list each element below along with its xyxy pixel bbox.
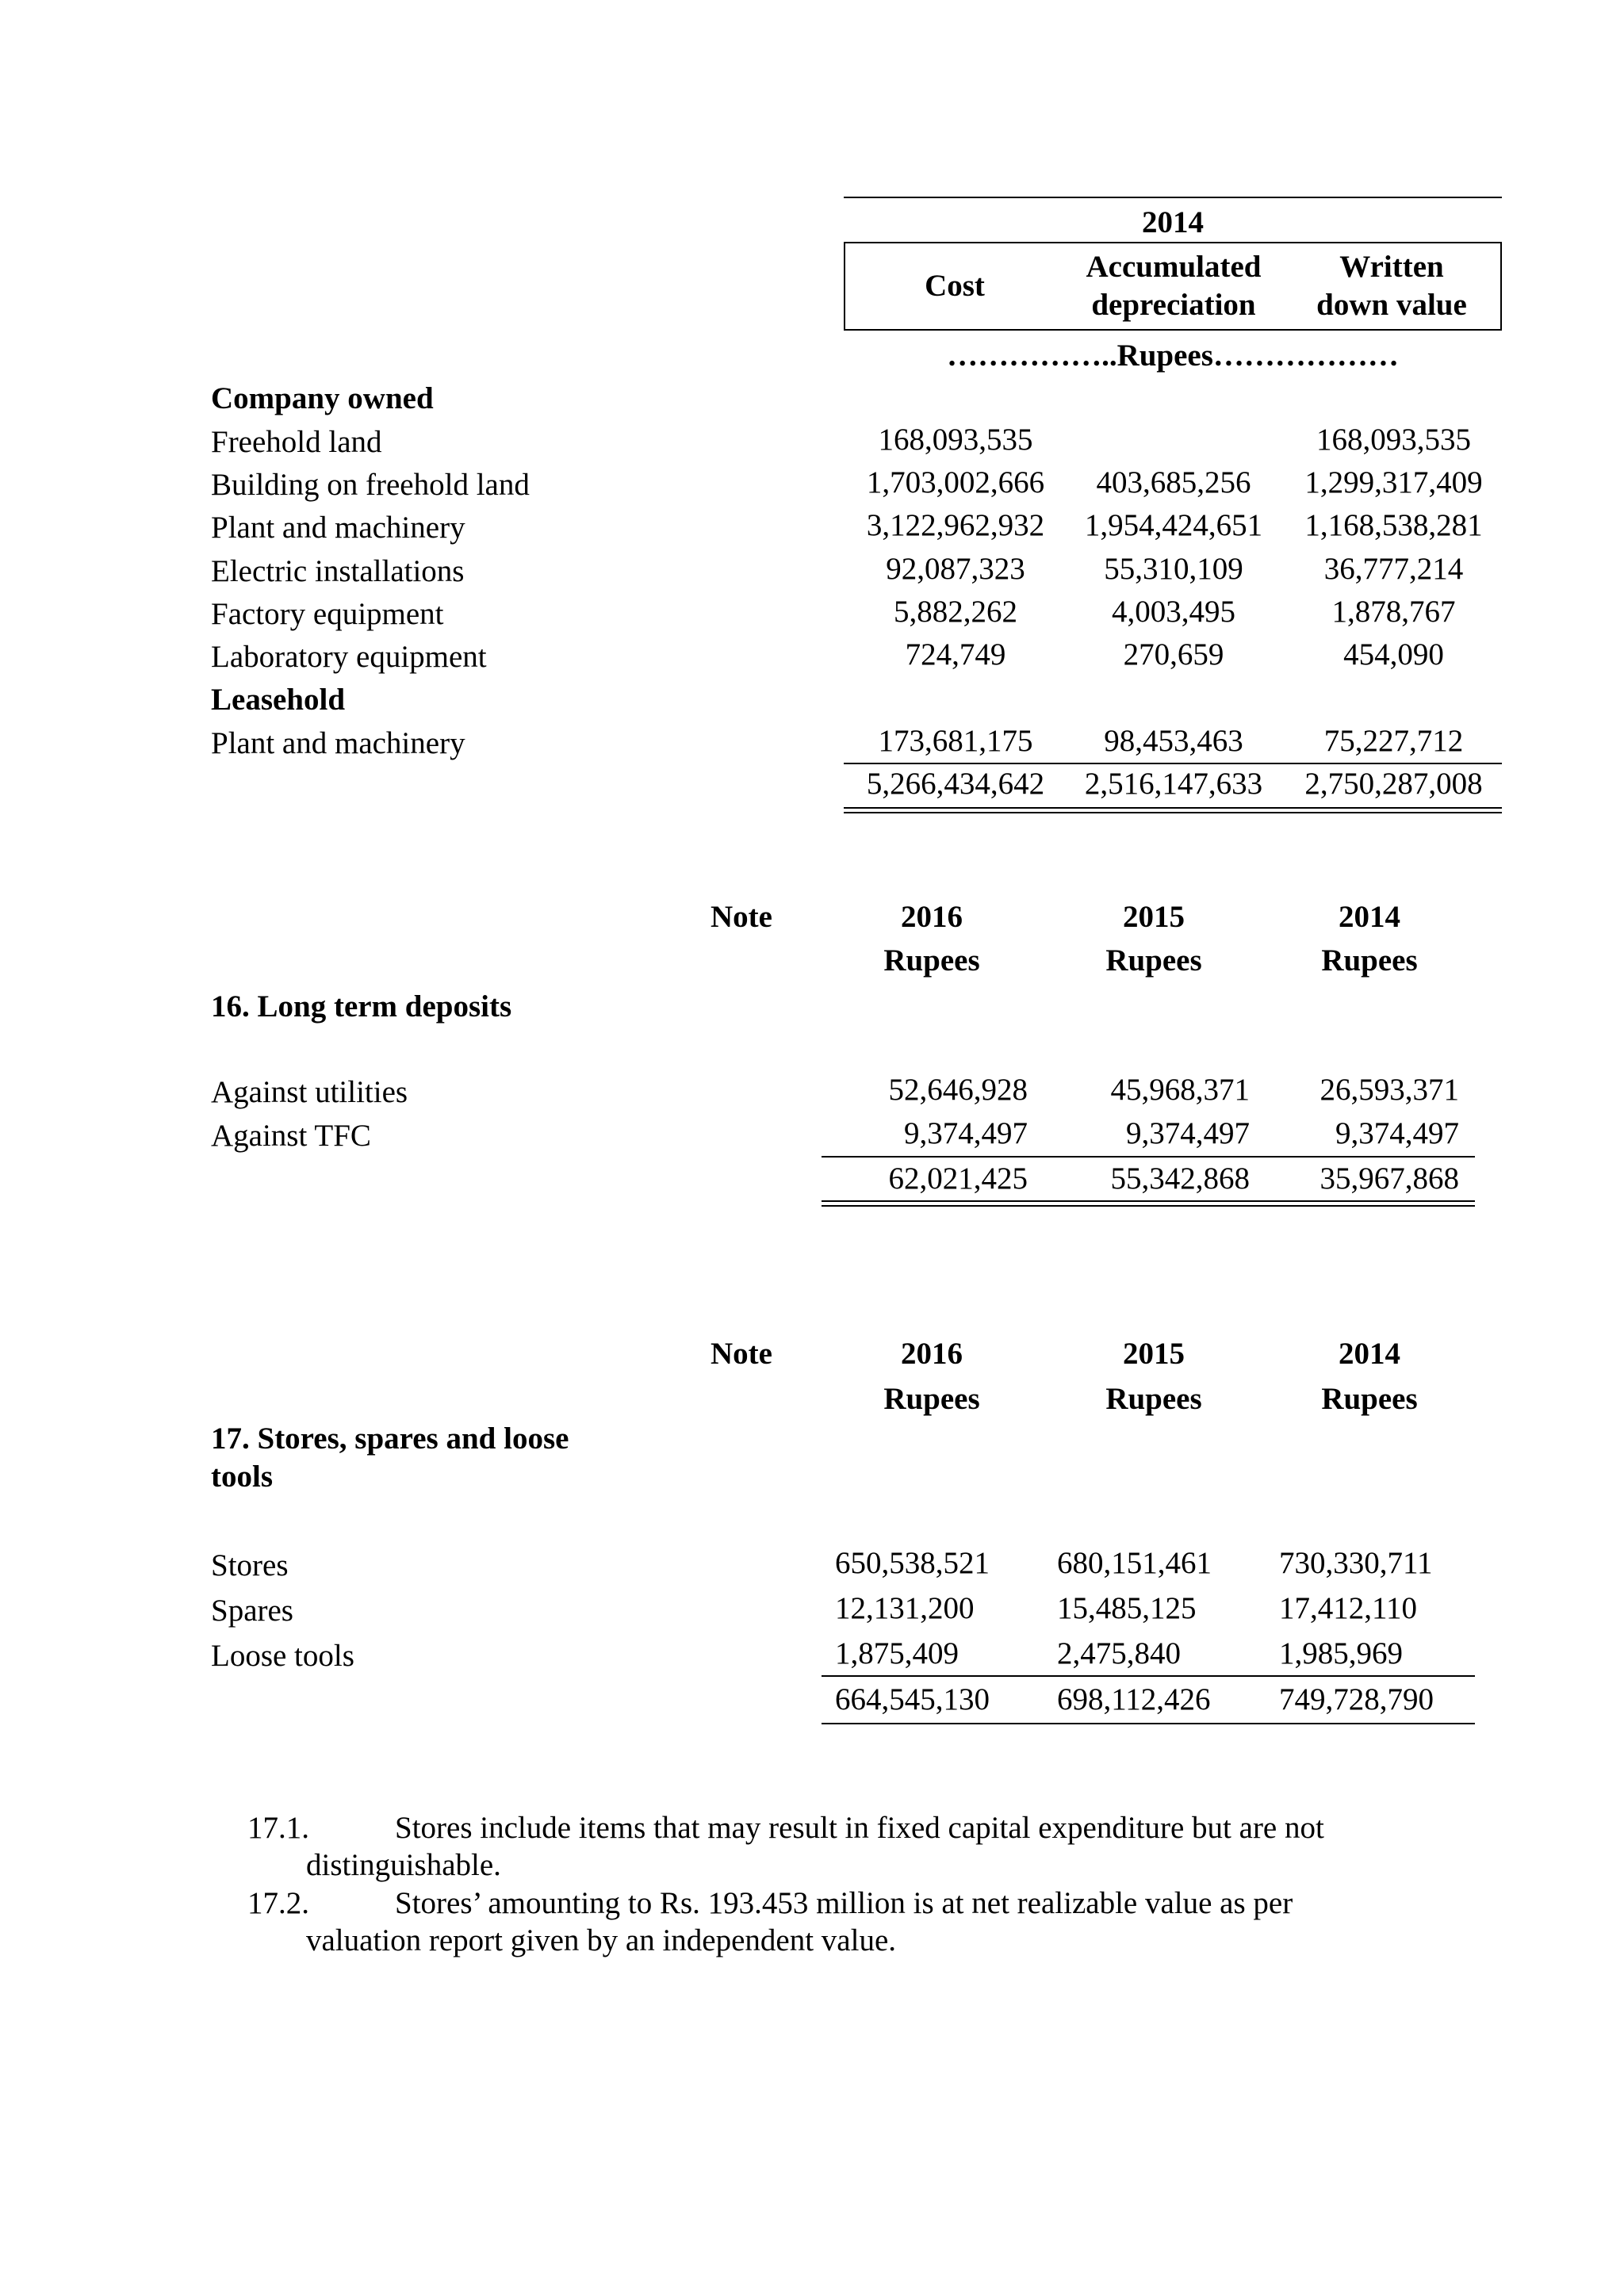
- ppe-section-leasehold: Leasehold: [211, 683, 346, 717]
- note16-currency-2015: Rupees: [1105, 943, 1202, 978]
- note17-row-value: 1,985,969: [1279, 1636, 1403, 1670]
- note17-title-line2: tools: [211, 1460, 273, 1494]
- ppe-total-accum: 2,516,147,633: [1084, 767, 1263, 801]
- ppe-header-cost: Cost: [925, 269, 985, 303]
- ppe-row-accum: 4,003,495: [1112, 595, 1235, 629]
- note17-currency-2015: Rupees: [1105, 1382, 1202, 1416]
- ppe-header-wdv-1: Written: [1339, 250, 1444, 284]
- ppe-row-cost: 724,749: [905, 637, 1006, 672]
- note17-year-2014: 2014: [1339, 1337, 1400, 1371]
- note17-total-bottom-rule: [822, 1723, 1475, 1724]
- ppe-row-accum: 270,659: [1123, 637, 1224, 672]
- ppe-row-label: Plant and machinery: [211, 726, 465, 760]
- note16-total-value: 35,967,868: [1320, 1161, 1459, 1196]
- ppe-unit-label: ……………..Rupees………………: [947, 339, 1399, 373]
- note17-row-value: 15,485,125: [1057, 1591, 1197, 1625]
- note16-row-value: 9,374,497: [1335, 1116, 1459, 1150]
- note16-currency-2016: Rupees: [883, 943, 980, 978]
- ppe-row-wdv: 36,777,214: [1323, 552, 1464, 586]
- note16-total-double-rule-1: [822, 1200, 1475, 1202]
- ppe-row-accum: 55,310,109: [1104, 552, 1243, 586]
- ppe-year-header: 2014: [1142, 205, 1204, 239]
- footnote-number: 17.2.: [247, 1886, 309, 1920]
- note16-total-double-rule-2: [822, 1205, 1475, 1207]
- note16-note-header: Note: [710, 900, 772, 934]
- note17-currency-2014: Rupees: [1321, 1382, 1418, 1416]
- footnote-text-line2: distinguishable.: [306, 1848, 501, 1882]
- note16-row-value: 52,646,928: [888, 1073, 1028, 1107]
- ppe-header-accum-1: Accumulated: [1086, 250, 1262, 284]
- ppe-total-double-rule-2: [844, 812, 1502, 813]
- note17-total-top-rule: [822, 1675, 1475, 1677]
- note17-note-header: Note: [710, 1337, 772, 1371]
- footnote-text-line1: Stores’ amounting to Rs. 193.453 million is at net realizable value as per: [395, 1886, 1293, 1920]
- ppe-row-label: Plant and machinery: [211, 511, 465, 545]
- note17-total-value: 664,545,130: [835, 1682, 990, 1716]
- note17-row-value: 650,538,521: [835, 1546, 990, 1580]
- ppe-row-wdv: 168,093,535: [1316, 423, 1471, 457]
- note17-row-value: 680,151,461: [1057, 1546, 1212, 1580]
- ppe-row-cost: 173,681,175: [878, 724, 1033, 758]
- ppe-header-accum-2: depreciation: [1091, 288, 1256, 322]
- note16-row-value: 9,374,497: [1126, 1116, 1250, 1150]
- note16-row-label: Against utilities: [211, 1075, 408, 1109]
- note17-row-value: 730,330,711: [1279, 1546, 1433, 1580]
- ppe-row-wdv: 1,299,317,409: [1304, 465, 1483, 499]
- footnote-text-line2: valuation report given by an independent value.: [306, 1923, 897, 1957]
- note17-total-value: 698,112,426: [1057, 1682, 1211, 1716]
- ppe-row-wdv: 75,227,712: [1323, 724, 1464, 758]
- footnote-text-line1: Stores include items that may result in fixed capital expenditure but are not: [395, 1811, 1324, 1845]
- note16-total-value: 62,021,425: [888, 1161, 1028, 1196]
- note16-total-top-rule: [822, 1156, 1475, 1158]
- note17-year-2015: 2015: [1123, 1337, 1185, 1371]
- note16-title: 16. Long term deposits: [211, 989, 512, 1024]
- note17-row-value: 17,412,110: [1279, 1591, 1418, 1625]
- ppe-row-wdv: 1,168,538,281: [1304, 508, 1483, 542]
- note17-year-2016: 2016: [901, 1337, 963, 1371]
- ppe-total-double-rule-1: [844, 807, 1502, 809]
- ppe-row-cost: 92,087,323: [886, 552, 1025, 586]
- note17-row-value: 1,875,409: [835, 1636, 959, 1670]
- note16-row-value: 9,374,497: [904, 1116, 1028, 1150]
- ppe-header-wdv-2: down value: [1316, 288, 1467, 322]
- note16-row-label: Against TFC: [211, 1119, 371, 1153]
- note16-total-value: 55,342,868: [1110, 1161, 1250, 1196]
- ppe-row-wdv: 1,878,767: [1331, 595, 1456, 629]
- ppe-total-cost: 5,266,434,642: [866, 767, 1045, 801]
- footnote-number: 17.1.: [247, 1811, 309, 1845]
- note17-title-line1: 17. Stores, spares and loose: [211, 1422, 569, 1456]
- note17-total-value: 749,728,790: [1279, 1682, 1434, 1716]
- ppe-row-label: Freehold land: [211, 425, 382, 459]
- ppe-row-accum: 1,954,424,651: [1084, 508, 1263, 542]
- note16-year-2014: 2014: [1339, 900, 1400, 934]
- ppe-top-rule: [844, 197, 1502, 198]
- ppe-total-wdv: 2,750,287,008: [1304, 767, 1483, 801]
- ppe-row-accum: 403,685,256: [1096, 465, 1251, 499]
- ppe-row-wdv: 454,090: [1343, 637, 1444, 672]
- ppe-row-label: Factory equipment: [211, 597, 444, 631]
- note17-row-label: Loose tools: [211, 1639, 354, 1673]
- ppe-row-label: Laboratory equipment: [211, 640, 487, 674]
- ppe-row-label: Building on freehold land: [211, 468, 530, 502]
- note17-row-value: 12,131,200: [835, 1591, 975, 1625]
- note16-currency-2014: Rupees: [1321, 943, 1418, 978]
- note17-currency-2016: Rupees: [883, 1382, 980, 1416]
- note16-year-2016: 2016: [901, 900, 963, 934]
- ppe-row-label: Electric installations: [211, 554, 465, 588]
- ppe-total-top-rule: [844, 763, 1502, 764]
- ppe-section-company-owned: Company owned: [211, 381, 434, 415]
- note16-row-value: 45,968,371: [1110, 1073, 1250, 1107]
- ppe-row-cost: 1,703,002,666: [866, 465, 1045, 499]
- ppe-row-cost: 3,122,962,932: [866, 508, 1045, 542]
- note17-row-value: 2,475,840: [1057, 1636, 1181, 1670]
- ppe-row-accum: 98,453,463: [1104, 724, 1243, 758]
- note17-row-label: Spares: [211, 1594, 293, 1628]
- ppe-row-cost: 5,882,262: [894, 595, 1017, 629]
- ppe-row-cost: 168,093,535: [878, 423, 1033, 457]
- note16-year-2015: 2015: [1123, 900, 1185, 934]
- note17-row-label: Stores: [211, 1548, 289, 1582]
- note16-row-value: 26,593,371: [1320, 1073, 1459, 1107]
